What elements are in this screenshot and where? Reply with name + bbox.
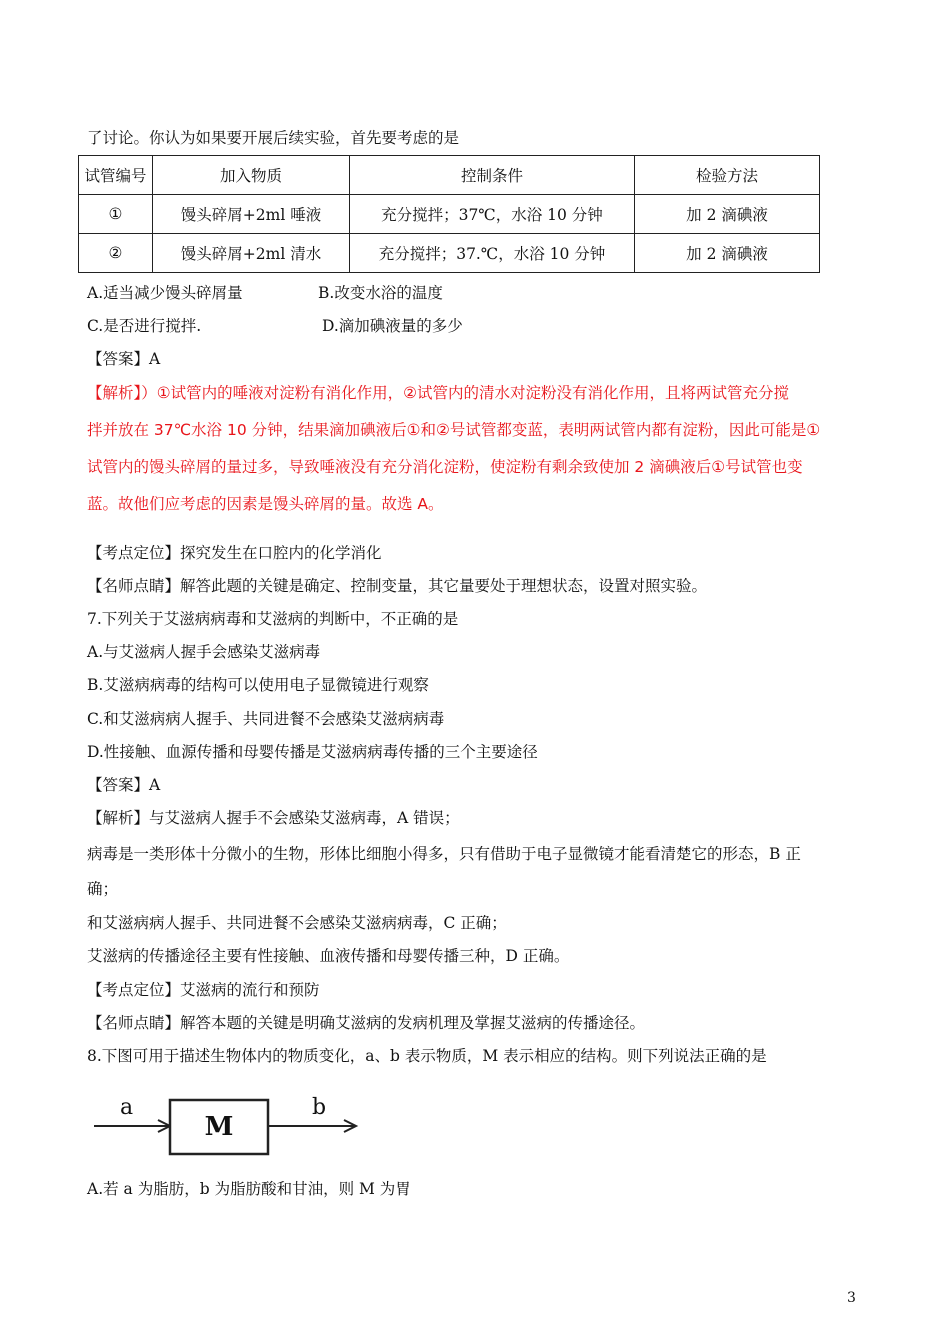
q7-analysis-line: 【解析】与艾滋病人握手不会感染艾滋病毒，A 错误； [87, 809, 460, 827]
q7-option-a: A.与艾滋病人握手会感染艾滋病毒 [87, 643, 321, 661]
q6-option-c: C.是否进行搅拌. [87, 317, 202, 335]
q7-stem: 7.下列关于艾滋病病毒和艾滋病的判断中，不正确的是 [87, 610, 459, 628]
process-diagram [90, 1088, 370, 1168]
table-cell: 充分搅拌；37℃，水浴 10 分钟 [350, 195, 635, 234]
table-cell: ① [79, 195, 153, 234]
q7-analysis-line: 和艾滋病病人握手、共同进餐不会感染艾滋病病毒，C 正确； [87, 914, 507, 932]
table-header: 检验方法 [635, 156, 820, 195]
q7-dianjing: 【名师点睛】解答本题的关键是明确艾滋病的发病机理及掌握艾滋病的传播途径。 [87, 1014, 646, 1032]
table-row [79, 234, 820, 273]
q7-kaodian: 【考点定位】艾滋病的流行和预防 [87, 981, 320, 999]
table-cell: 充分搅拌；37.℃，水浴 10 分钟 [350, 234, 635, 273]
q6-dianjing: 【名师点睛】解答此题的关键是确定、控制变量，其它量要处于理想状态，设置对照实验。 [87, 577, 708, 595]
diagram-label-m: M [204, 1112, 234, 1142]
diagram-label-a: a [120, 1095, 134, 1120]
q6-option-a: A.适当减少馒头碎屑量 [87, 284, 243, 302]
q7-analysis-line: 确； [87, 880, 119, 898]
q7-option-d: D.性接触、血源传播和母婴传播是艾滋病病毒传播的三个主要途径 [87, 743, 538, 761]
q6-option-b: B.改变水浴的温度 [318, 284, 443, 302]
table-row [79, 195, 820, 234]
q7-answer: 【答案】A [87, 776, 161, 794]
table-header-row [79, 156, 820, 195]
q6-analysis-line: 拌并放在 37℃水浴 10 分钟，结果滴加碘液后①和②号试管都变蓝，表明两试管内都有淀粉，因此可能是① [87, 421, 821, 439]
diagram-label-b: b [312, 1095, 327, 1120]
table-cell: 馒头碎屑+2ml 唾液 [153, 195, 350, 234]
q6-kaodian: 【考点定位】探究发生在口腔内的化学消化 [87, 544, 382, 562]
q7-option-b: B.艾滋病病毒的结构可以使用电子显微镜进行观察 [87, 676, 429, 694]
intro-text: 了讨论。你认为如果要开展后续实验，首先要考虑的是 [87, 129, 460, 147]
table-header: 试管编号 [79, 156, 153, 195]
table-cell: 馒头碎屑+2ml 清水 [153, 234, 350, 273]
q6-analysis-line: 蓝。故他们应考虑的因素是馒头碎屑的量。故选 A。 [87, 495, 444, 513]
q6-answer: 【答案】A [87, 350, 161, 368]
experiment-table [78, 155, 820, 273]
q6-analysis-line: 【解析】）①试管内的唾液对淀粉有消化作用，②试管内的清水对淀粉没有消化作用，且将两试管充分搅 [87, 384, 790, 402]
q7-analysis-line: 艾滋病的传播途径主要有性接触、血液传播和母婴传播三种，D 正确。 [87, 947, 570, 965]
table-cell: 加 2 滴碘液 [635, 234, 820, 273]
table-header: 加入物质 [153, 156, 350, 195]
q7-analysis-line: 病毒是一类形体十分微小的生物，形体比细胞小得多，只有借助于电子显微镜才能看清楚它的形态，B 正 [87, 845, 801, 863]
page-number: 3 [847, 1290, 856, 1306]
table-header: 控制条件 [350, 156, 635, 195]
q6-analysis-line: 试管内的馒头碎屑的量过多，导致唾液没有充分消化淀粉，使淀粉有剩余致使加 2 滴碘液后①号试管也变 [87, 458, 803, 476]
q6-option-d: D.滴加碘液量的多少 [322, 317, 463, 335]
q8-option-a: A.若 a 为脂肪，b 为脂肪酸和甘油，则 M 为胃 [87, 1180, 411, 1198]
table-cell: ② [79, 234, 153, 273]
table-cell: 加 2 滴碘液 [635, 195, 820, 234]
q7-option-c: C.和艾滋病病人握手、共同进餐不会感染艾滋病病毒 [87, 710, 445, 728]
q8-stem: 8.下图可用于描述生物体内的物质变化，a、b 表示物质，M 表示相应的结构。则下列说法正确的是 [87, 1047, 767, 1065]
